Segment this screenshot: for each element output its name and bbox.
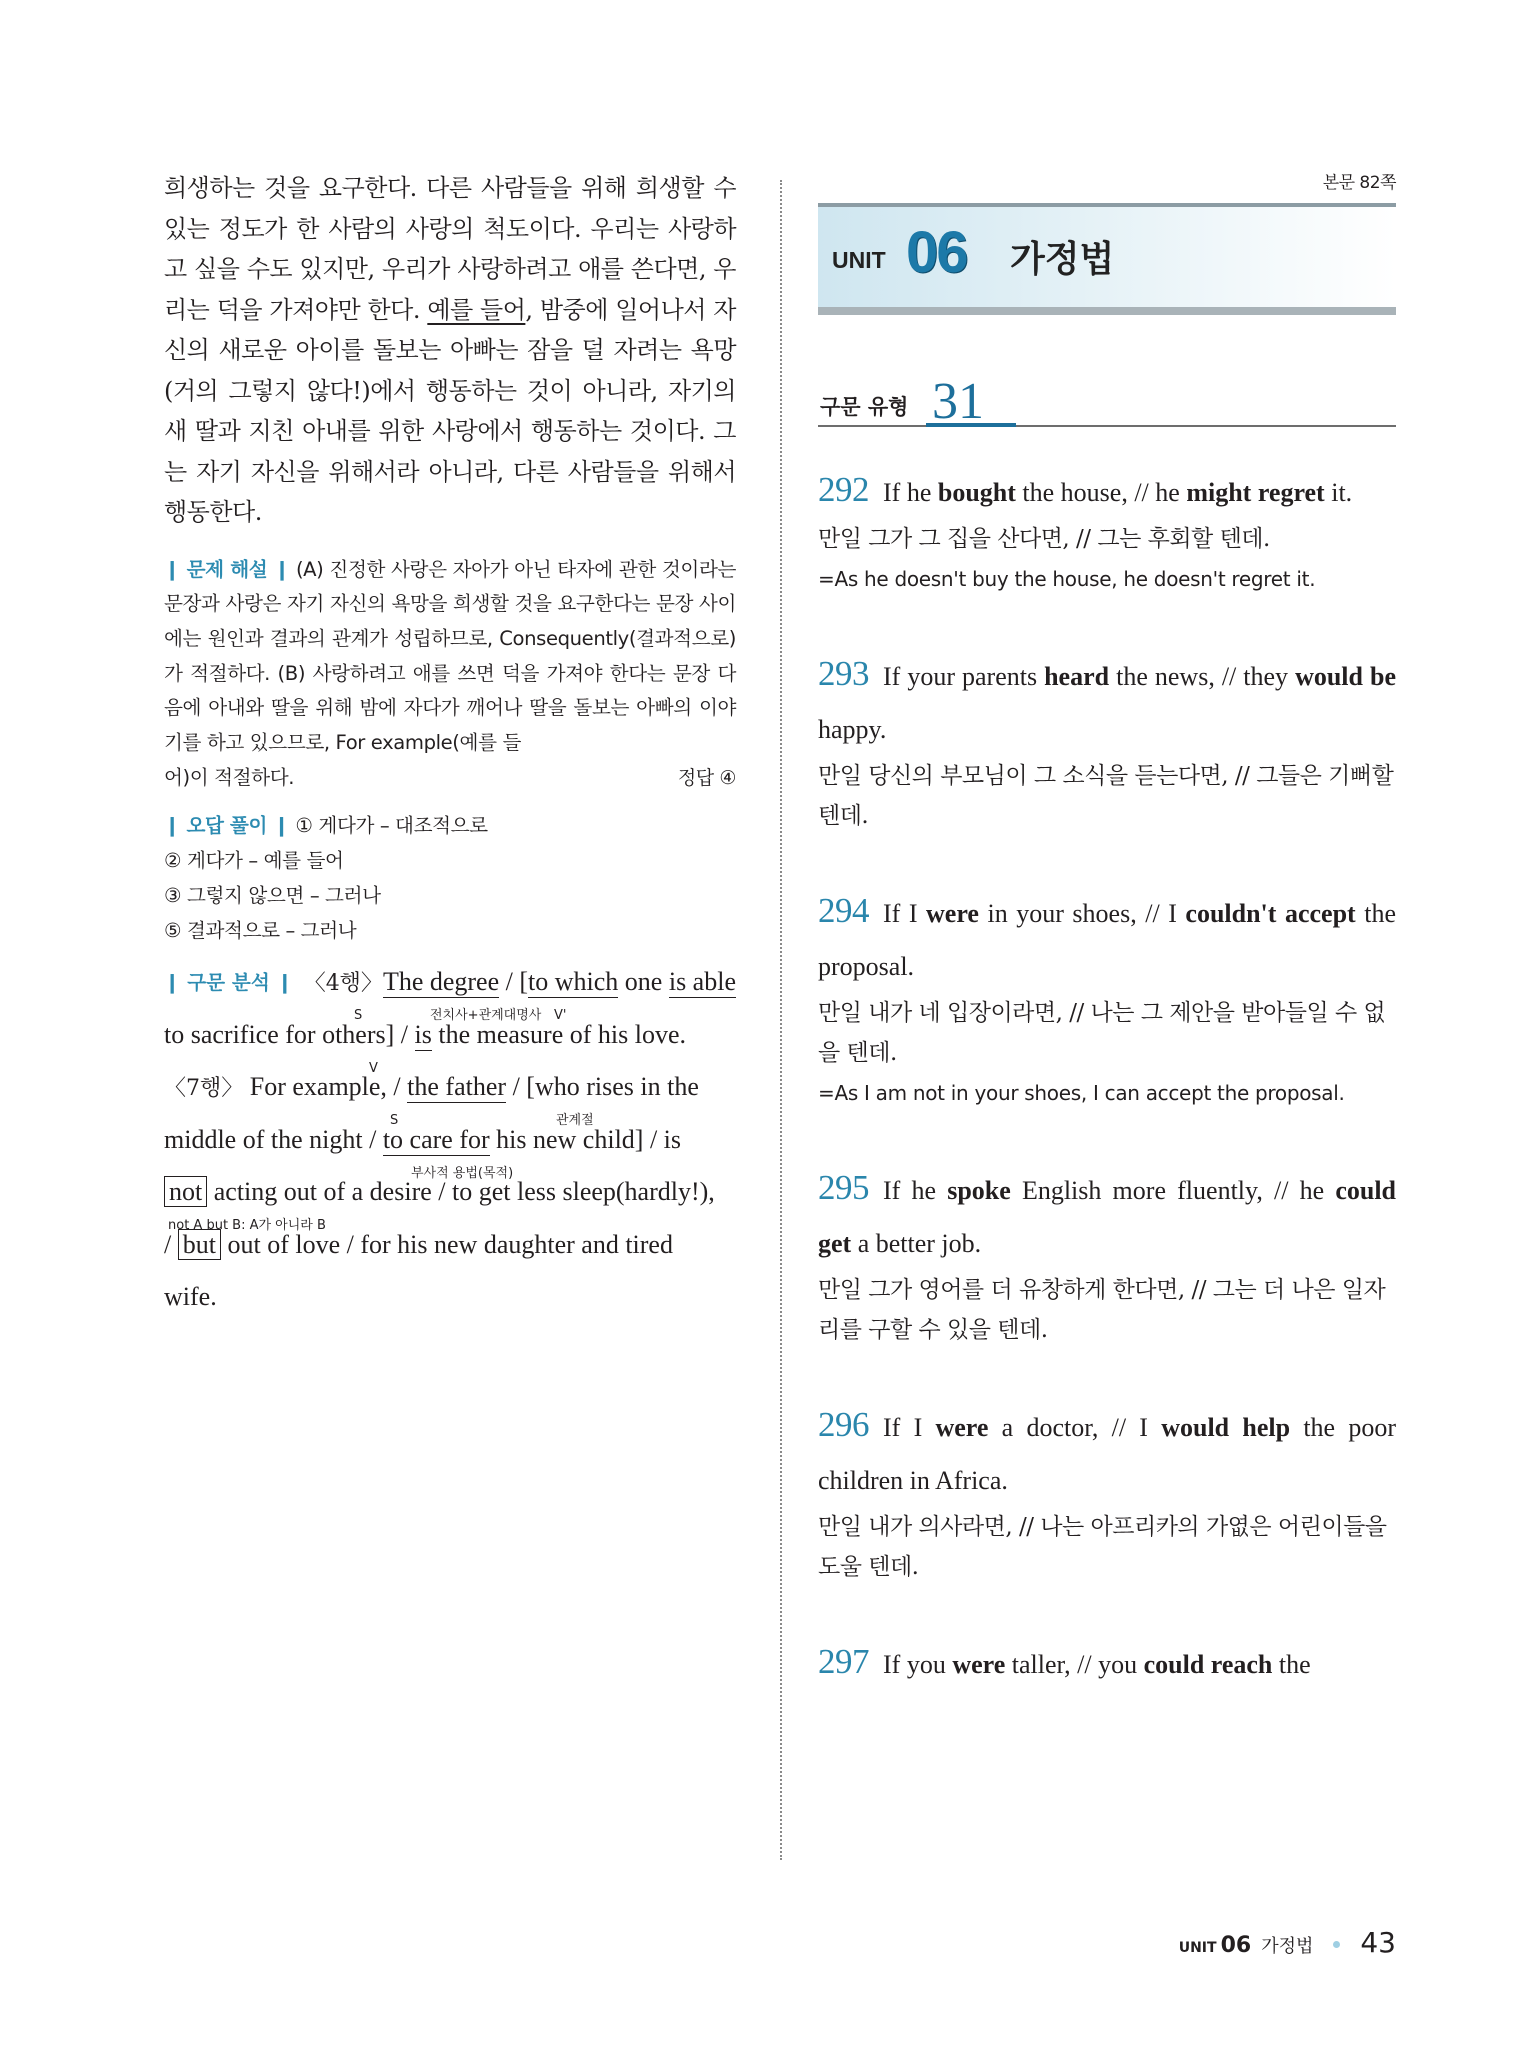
bold-verb: were: [926, 899, 979, 928]
infinitive-phrase: to care for: [382, 1124, 490, 1154]
annotation-prep-relative: 전치사+관계대명사: [430, 1008, 542, 1024]
analysis-line-6: [164, 1227, 736, 1280]
text-span: one: [618, 967, 669, 997]
example-english: [818, 647, 1396, 756]
example-english: [818, 1161, 1396, 1270]
bold-verb: were: [935, 1413, 989, 1442]
text-span: middle of the night /: [164, 1124, 383, 1154]
text-span: If you: [883, 1650, 953, 1679]
text-span: a better job.: [851, 1229, 982, 1258]
analysis-label: ❙ 구문 분석 ❙: [164, 971, 294, 995]
example-number: 296: [818, 1405, 869, 1444]
example-item: [818, 1161, 1396, 1350]
verb-phrase: is able: [668, 967, 736, 997]
boxed-but: but: [178, 1229, 221, 1260]
column-divider: [780, 180, 782, 1860]
bold-verb: were: [952, 1650, 1006, 1679]
verb-phrase: is: [414, 1019, 432, 1049]
bold-verb: spoke: [947, 1176, 1011, 1205]
analysis-line-5: [164, 1174, 736, 1234]
text-span: acting out of a desire / to get less sleep(hardly!),: [207, 1177, 715, 1207]
example-item: [818, 463, 1396, 599]
text-span: the: [1272, 1650, 1311, 1679]
line-ref: 〈7행〉: [164, 1076, 244, 1102]
text-span: a doctor, // I: [988, 1413, 1162, 1442]
example-english: [818, 884, 1396, 993]
example-list: [818, 463, 1396, 1691]
text-span: If he: [883, 478, 938, 507]
text-span: / [who rises in the: [506, 1072, 699, 1102]
analysis-line-4: [164, 1122, 736, 1181]
unit-number: 06: [906, 220, 967, 285]
example-english: [818, 1398, 1396, 1507]
annotation-v: V: [369, 1060, 378, 1076]
bold-verb: might regret: [1186, 478, 1325, 507]
text-span: the poor children in Africa.: [818, 1413, 1397, 1495]
bold-verb: bought: [937, 478, 1016, 507]
unit-label: UNIT: [832, 247, 886, 273]
text-span: it.: [1324, 478, 1353, 507]
wrong-options-section: [164, 809, 736, 948]
text-span: the house, // he: [1015, 478, 1187, 507]
text-span: out of love / for his new daughter and tired: [220, 1229, 673, 1259]
bold-verb: would help: [1161, 1413, 1291, 1442]
bold-verb: could reach: [1143, 1650, 1273, 1679]
text-span: the news, // they: [1109, 662, 1296, 691]
unit-banner: [818, 203, 1396, 315]
bold-verb: would be: [1295, 662, 1396, 691]
relative-phrase: to which: [528, 967, 619, 997]
text-span: taller, // you: [1005, 1650, 1144, 1679]
text-span: his new child] / is: [489, 1124, 682, 1154]
explanation-text: (A) 진정한 사랑은 자아가 아닌 타자에 관한 것이라는 문장과 사랑은 자기 자신의 욕망을 희생할 것을 요구한다는 문장 사이에는 원인과 결과의 관계가 성립하므로, Consequently(결과적으로)가 적절하다. (B) 사랑하려고 애를 쓰면 덕을 가져야 한다는 문장 다음에 아내와 딸을 위해 밤에 자다가 깨어나 딸을 돌보는 아빠의 이야기를 하고 있으므로, For example(예를 들: [164, 557, 736, 755]
text-span: If I: [883, 899, 927, 928]
text-span: in your shoes, // I: [978, 899, 1186, 928]
section-header: [818, 371, 1396, 430]
example-item: [818, 1635, 1396, 1691]
analysis-line-1: [164, 964, 736, 1024]
example-english: [818, 1635, 1396, 1691]
footer-unit-label: UNIT: [1178, 1940, 1217, 1956]
text-span: the measure of his love.: [431, 1019, 687, 1049]
footer-unit-title: 가정법: [1261, 1936, 1314, 1957]
paragraph-text-2: , 밤중에 일어나서 자신의 새로운 아이를 돌보는 아빠는 잠을 덜 자려는 욕망(거의 그렇지 않다!)에서 행동하는 것이 아니라, 자기의 새 딸과 지친 아내를 위한 사랑에서 행동하는 것이다. 그는 자기 자신을 위해서라 아니라, 다른 사람들을 위해서 행동한다.: [164, 295, 736, 526]
annotation-s: S: [354, 1008, 363, 1024]
text-span: English more fluently, // he: [1010, 1176, 1336, 1205]
footer-unit-number: 06: [1220, 1933, 1252, 1958]
boxed-not: not: [164, 1176, 207, 1207]
explanation-last-line: 어)이 적절하다.: [164, 765, 295, 789]
page-reference: 본문 82쪽: [1322, 173, 1396, 193]
explanation-section: [164, 553, 736, 796]
explanation-label: ❙ 문제 해설 ❙: [164, 557, 290, 581]
wrong-option: ① 게다가 – 대조적으로: [295, 814, 488, 838]
text-span: /: [164, 1229, 178, 1259]
example-translation: 만일 당신의 부모님이 그 소식을 듣는다면, // 그들은 기뻐할 텐데.: [818, 763, 1394, 829]
text-span: If I: [883, 1413, 936, 1442]
annotation-s: S: [390, 1113, 399, 1129]
left-column: [164, 168, 736, 1332]
subject-phrase: the father: [407, 1072, 507, 1102]
text-span: / [: [499, 967, 529, 997]
example-item: [818, 1398, 1396, 1587]
analysis-line-7: [164, 1279, 736, 1332]
bold-verb: could get: [818, 1176, 1397, 1258]
translation-paragraph: [164, 168, 736, 533]
wrong-option: ② 게다가 – 예를 들어: [164, 849, 344, 873]
page-footer: [1179, 1926, 1396, 1959]
text-span: the proposal.: [818, 899, 1396, 981]
text-span: wife.: [164, 1282, 217, 1312]
example-number: 293: [818, 654, 869, 693]
annotation-v-prime: V': [554, 1008, 567, 1024]
footer-dot-icon: [1333, 1941, 1340, 1948]
example-number: 297: [818, 1642, 869, 1681]
text-span: happy.: [818, 715, 887, 744]
text-span: For example, /: [243, 1072, 408, 1102]
example-translation: 만일 내가 네 입장이라면, // 나는 그 제안을 받아들일 수 없을 텐데.: [818, 1000, 1386, 1066]
example-equivalent: =As I am not in your shoes, I can accept the proposal.: [818, 1081, 1345, 1105]
bold-verb: couldn't accept: [1185, 899, 1356, 928]
section-label: 구문 유형: [820, 395, 909, 419]
annotation-relative-clause: 관계절: [556, 1113, 594, 1129]
wrong-options-label: ❙ 오답 풀이 ❙: [164, 814, 290, 838]
bold-verb: heard: [1044, 662, 1110, 691]
example-item: [818, 647, 1396, 836]
example-number: 294: [818, 891, 869, 930]
example-equivalent: =As he doesn't buy the house, he doesn't regret it.: [818, 567, 1316, 591]
subject-phrase: The degree: [382, 967, 500, 997]
annotation-adverbial: 부사적 용법(목적): [411, 1165, 514, 1181]
text-span: If your parents: [883, 662, 1045, 691]
wrong-option: ⑤ 결과적으로 – 그러나: [164, 918, 357, 942]
underlined-phrase: 예를 들어: [427, 295, 526, 324]
text-span: to sacrifice for others] /: [164, 1019, 415, 1049]
example-translation: 만일 그가 영어를 더 유창하게 한다면, // 그는 더 나은 일자리를 구할 수 있을 텐데.: [818, 1277, 1386, 1343]
analysis-line-3: [164, 1069, 736, 1129]
example-translation: 만일 내가 의사라면, // 나는 아프리카의 가엾은 어린이들을 도울 텐데.: [818, 1514, 1387, 1580]
example-number: 295: [818, 1168, 869, 1207]
wrong-option: ③ 그렇지 않으면 – 그러나: [164, 883, 381, 907]
right-column: [818, 168, 1396, 1691]
page-number: 43: [1360, 1926, 1396, 1959]
example-english: [818, 463, 1396, 519]
text-span: If he: [883, 1176, 948, 1205]
unit-title: 가정법: [1010, 239, 1115, 280]
paragraph-text-1: 희생하는 것을 요구한다. 다른 사람들을 위해 희생할 수 있는 정도가 한 사람의 사랑의 척도이다. 우리는 사랑하고 싶을 수도 있지만, 우리가 사랑하려고 애를 쓴다면, 우리는 덕을 가져야만 한다.: [164, 174, 736, 324]
section-number: 31: [932, 373, 984, 430]
line-ref: 〈4행〉: [303, 971, 383, 997]
annotation-not-but: not A but B: A가 아니라 B: [168, 1218, 326, 1234]
answer-label: 정답 ④: [677, 766, 736, 789]
example-translation: 만일 그가 그 집을 산다면, // 그는 후회할 텐데.: [818, 526, 1270, 552]
analysis-line-2: [164, 1017, 736, 1076]
example-item: [818, 884, 1396, 1113]
example-number: 292: [818, 470, 869, 509]
analysis-section: [164, 964, 736, 1332]
